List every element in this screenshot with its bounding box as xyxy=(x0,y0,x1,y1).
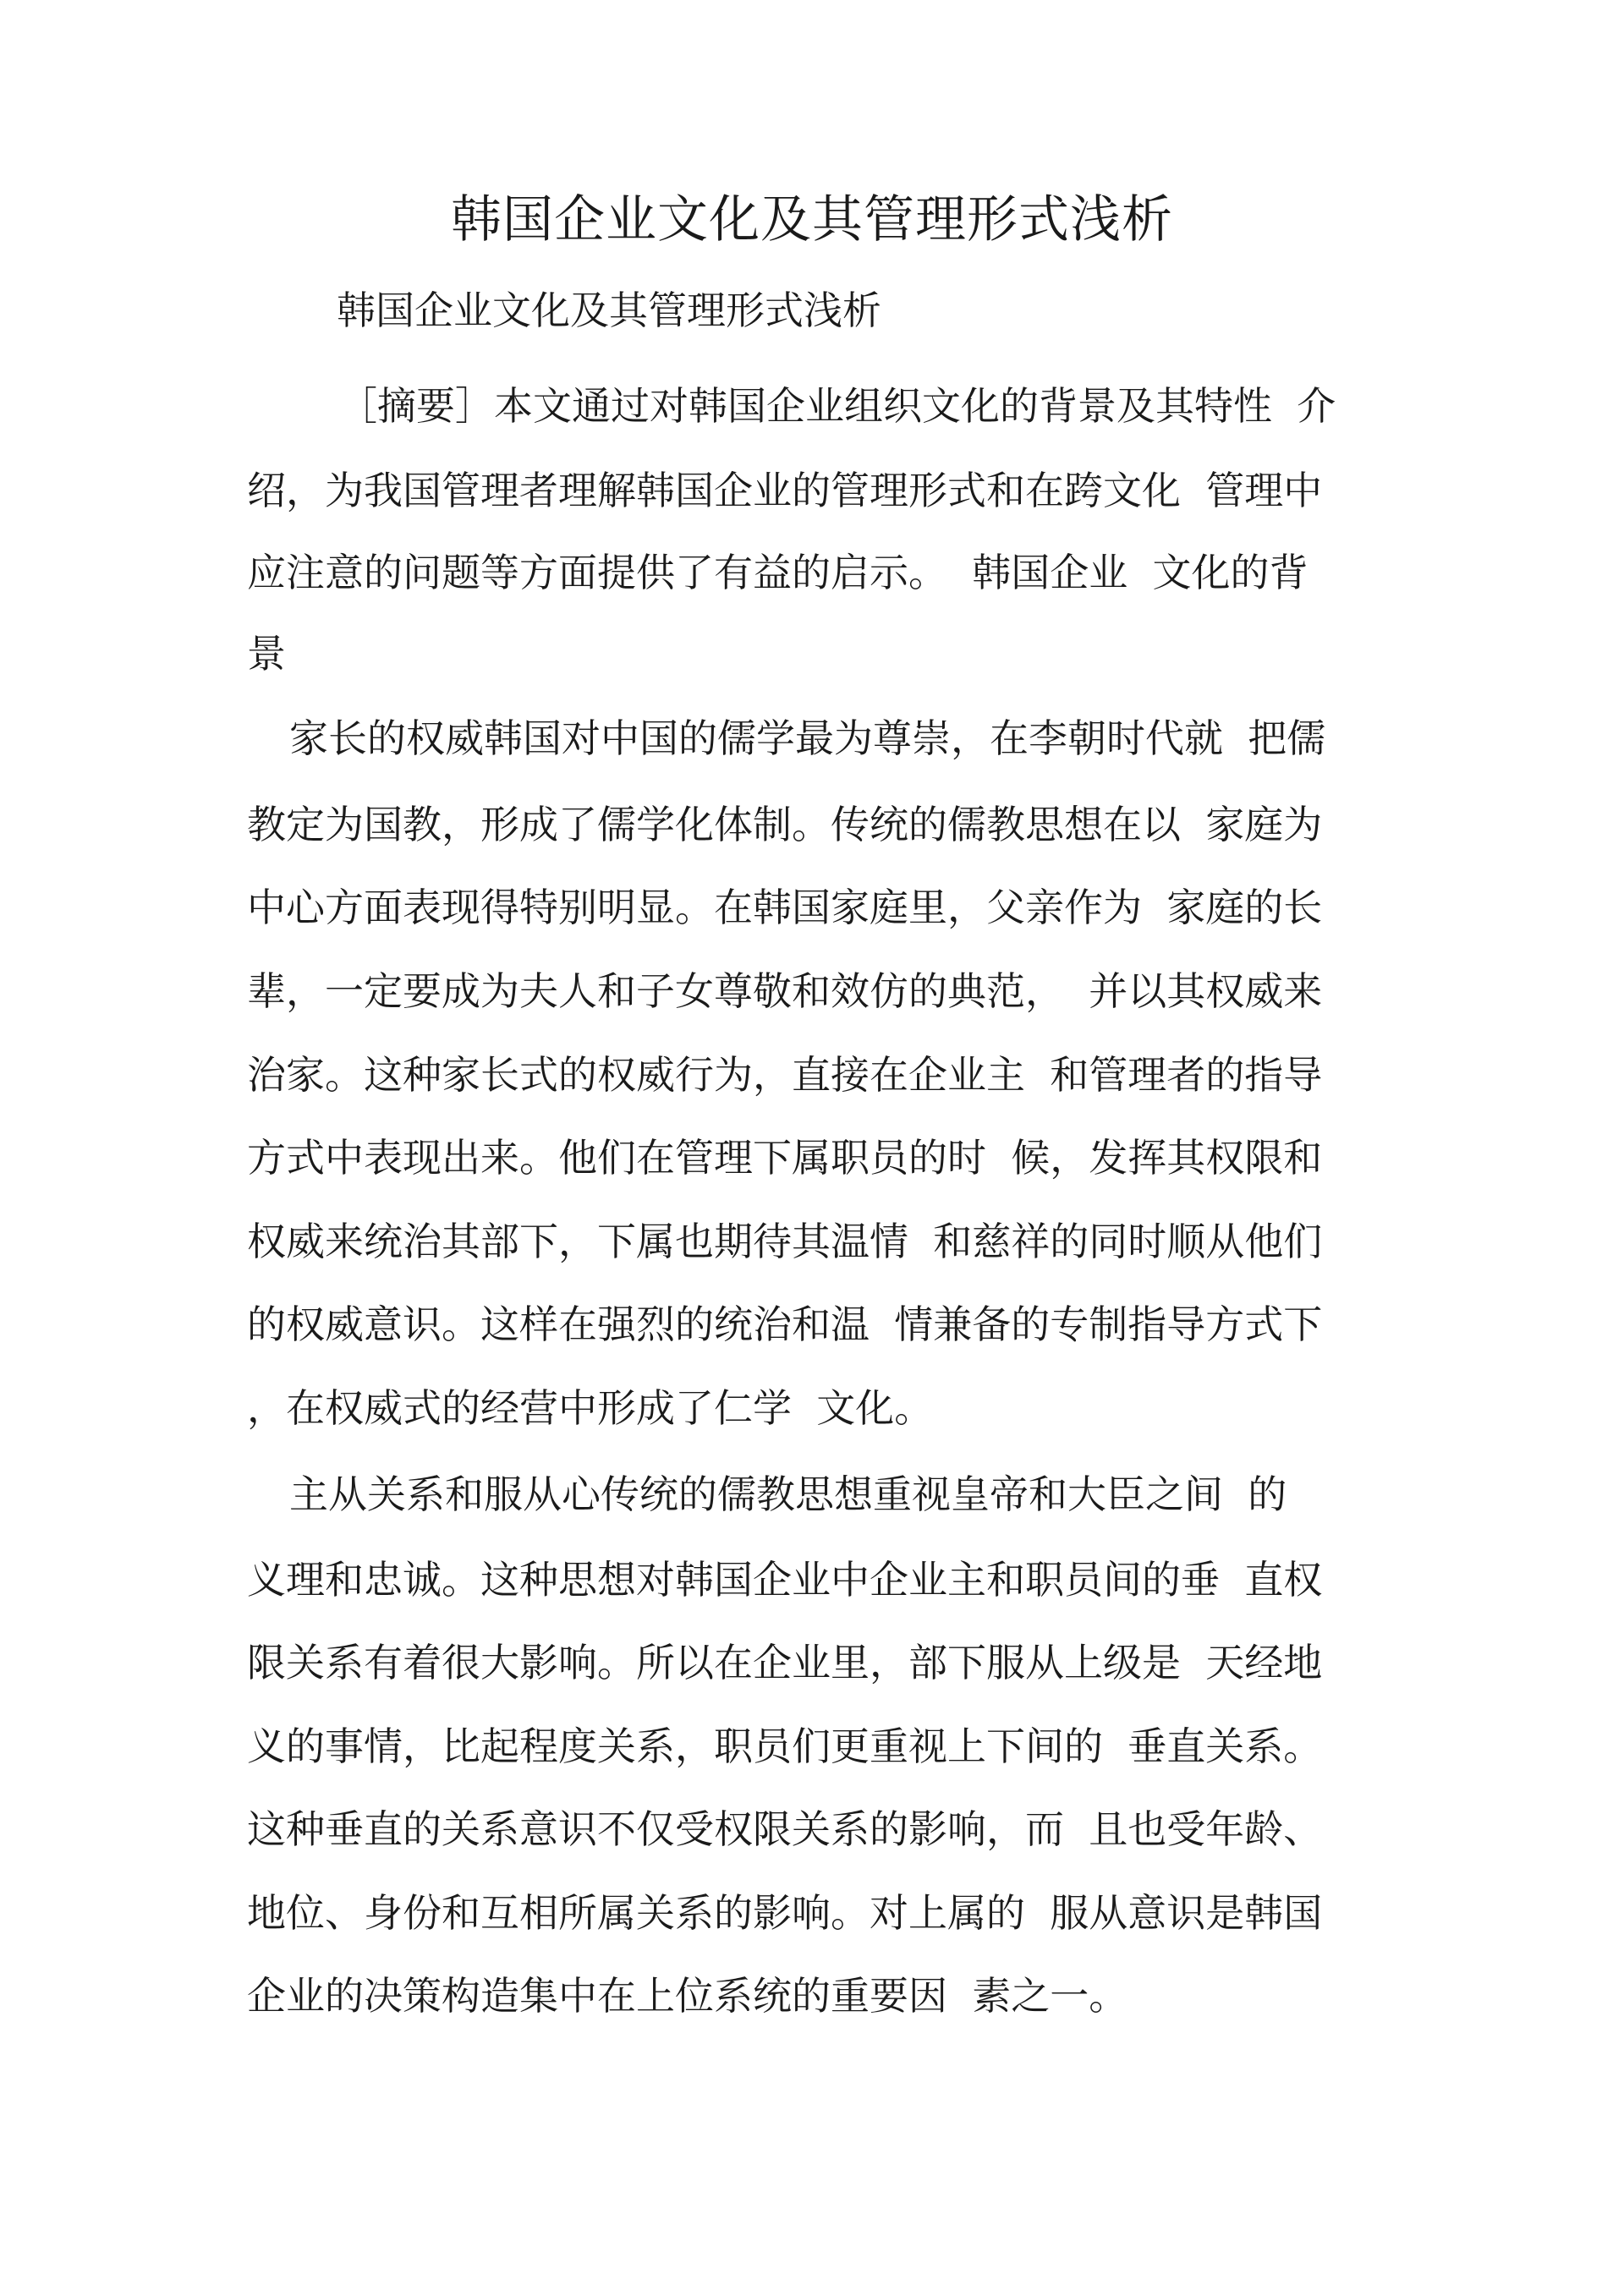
document-title: 韩国企业文化及其管理形式浅析 xyxy=(451,190,1173,249)
section1-line: 家长的权威韩国对中国的儒学最为尊崇，在李朝时代就 把儒 xyxy=(289,715,1326,761)
section2-line: 地位、身份和互相所属关系的影响。对上属的 服从意识是韩国 xyxy=(247,1890,1323,1936)
section2-line: 这种垂直的关系意识不仅受权限关系的影响，而 且也受年龄、 xyxy=(247,1806,1323,1852)
section2-line: 主从关系和服从心传统的儒教思想重视皇帝和大臣之间 的 xyxy=(289,1471,1287,1517)
section2-line: 义的事情，比起程度关系，职员们更重视上下间的 垂直关系。 xyxy=(247,1723,1323,1769)
section2-line: 限关系有着很大影响。所以在企业里，部下服从上级是 天经地 xyxy=(247,1640,1323,1685)
section1-line: 的权威意识。这样在强烈的统治和温 情兼备的专制指导方式下 xyxy=(247,1301,1323,1347)
abstract-line: 应注意的问题等方面提供了有益的启示。 韩国企业 文化的背 xyxy=(247,550,1309,595)
document-subtitle: 韩国企业文化及其管理形式浅析 xyxy=(337,288,881,333)
section1-line: 方式中表现出来。他们在管理下属职员的时 候，发挥其权限和 xyxy=(247,1135,1323,1181)
section1-line: ，在权威式的经营中形成了仁学 文化。 xyxy=(247,1385,934,1431)
abstract-line: 绍，为我国管理者理解韩国企业的管理形式和在跨文化 管理中 xyxy=(247,468,1323,513)
section2-line: 义理和忠诚。这种思想对韩国企业中企业主和职员间的垂 直权 xyxy=(247,1557,1323,1603)
section1-line: 治家。这种家长式的权威行为，直接在企业主 和管理者的指导 xyxy=(247,1052,1323,1098)
section1-line: 权威来统治其部下，下属也期待其温情 和慈祥的同时顺从他们 xyxy=(247,1219,1323,1264)
section1-line: 教定为国教，形成了儒学化体制。传统的儒教思想在以 家庭为 xyxy=(247,802,1323,847)
section2-line: 企业的决策构造集中在上位系统的重要因 素之一。 xyxy=(247,1973,1128,2019)
abstract-line: 景 xyxy=(247,631,286,677)
abstract-line: ［摘要］本文通过对韩国企业组织文化的背景及其特性 介 xyxy=(338,383,1336,429)
section1-line: 辈，一定要成为夫人和子女尊敬和效仿的典范， 并以其权威来 xyxy=(247,968,1323,1014)
section1-line: 中心方面表现得特别明显。在韩国家庭里，父亲作为 家庭的长 xyxy=(247,885,1323,930)
